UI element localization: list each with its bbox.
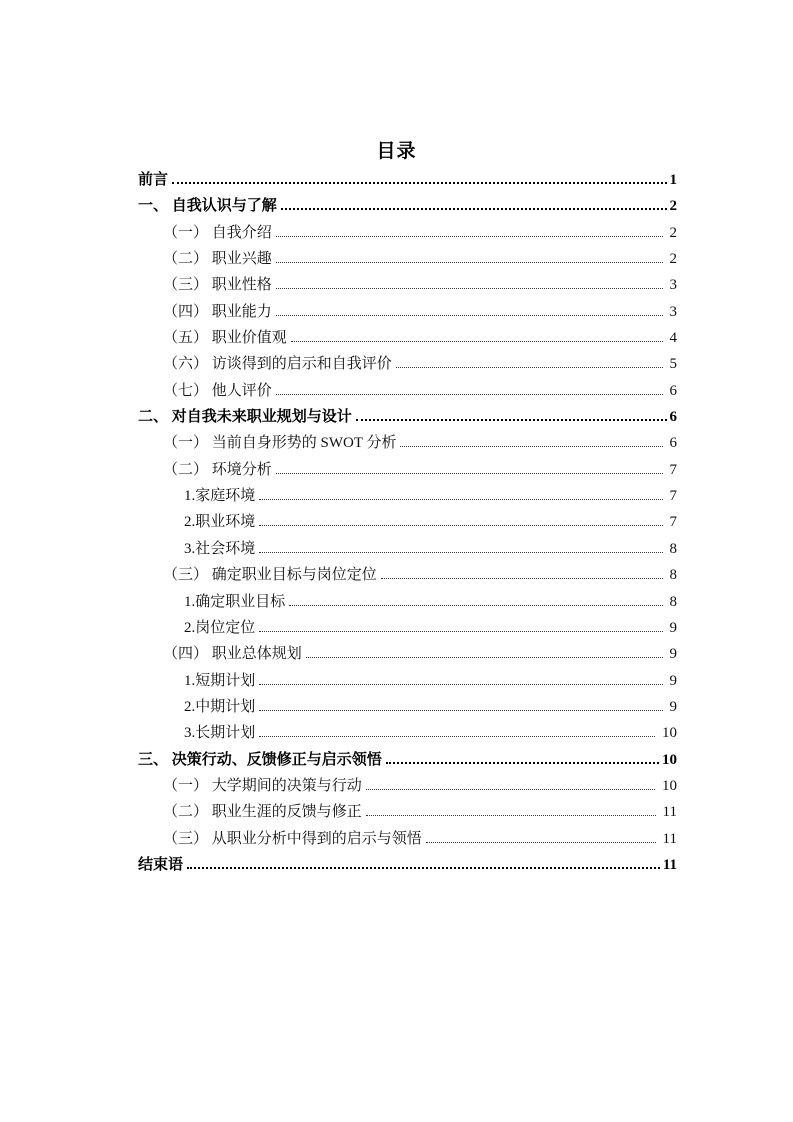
toc-entry[interactable]: [138, 351, 677, 377]
toc-entry-label: （五） 职业价值观: [163, 330, 287, 347]
toc-entry-page-number: 10: [662, 725, 677, 742]
toc-entry-page-number: 4: [669, 330, 677, 347]
toc-entry[interactable]: [138, 852, 677, 878]
toc-entry-label: 3.长期计划: [184, 725, 256, 742]
toc-entry[interactable]: [138, 299, 677, 325]
toc-dot-leader: [306, 657, 663, 658]
toc-entry[interactable]: [138, 747, 677, 773]
toc-dot-leader: [276, 262, 663, 263]
toc-entry-label: （三） 确定职业目标与岗位定位: [163, 567, 377, 584]
toc-entry-page-number: 7: [669, 488, 677, 505]
toc-entry[interactable]: [138, 668, 677, 694]
toc-entry[interactable]: [138, 193, 677, 219]
toc-entry-label: 1.确定职业目标: [184, 593, 286, 610]
toc-entry-page-number: 7: [669, 514, 677, 531]
toc-dot-leader: [276, 288, 663, 289]
toc-dot-leader: [381, 578, 663, 579]
toc-entry-label: 1.短期计划: [184, 672, 256, 689]
toc-dot-leader: [259, 499, 662, 500]
toc-entry[interactable]: [138, 799, 677, 825]
toc-entry-label: 三、 决策行动、反馈修正与启示领悟: [138, 751, 382, 768]
toc-entry-page-number: 6: [669, 435, 677, 452]
toc-entry-label: 前言: [138, 172, 169, 188]
toc-entry-label: （三） 职业性格: [163, 277, 272, 294]
toc-dot-leader: [289, 605, 662, 606]
toc-entry[interactable]: [138, 509, 677, 535]
toc-dot-leader: [276, 236, 663, 237]
toc-entry-page-number: 8: [669, 593, 677, 610]
toc-entry[interactable]: [138, 325, 677, 351]
toc-entry-page-number: 11: [662, 856, 677, 873]
toc-entry-page-number: 6: [669, 382, 677, 399]
toc-entry-label: （二） 职业生涯的反馈与修正: [163, 804, 362, 821]
toc-entry-page-number: 1: [669, 172, 677, 188]
toc-entry-label: （四） 职业能力: [163, 303, 272, 320]
toc-dot-leader: [356, 419, 667, 421]
toc-dot-leader: [172, 182, 666, 184]
toc-entry-page-number: 8: [669, 567, 677, 584]
toc-dot-leader: [276, 394, 663, 395]
toc-dot-leader: [291, 341, 663, 342]
toc-list: [138, 167, 677, 878]
toc-entry-label: （二） 职业兴趣: [163, 251, 272, 268]
toc-entry-label: （六） 访谈得到的启示和自我评价: [163, 356, 392, 373]
toc-entry-page-number: 9: [669, 646, 677, 663]
toc-entry-label: （七） 他人评价: [163, 382, 272, 399]
toc-entry[interactable]: [138, 246, 677, 272]
toc-dot-leader: [426, 842, 656, 843]
toc-entry[interactable]: [138, 430, 677, 456]
toc-entry-page-number: 10: [662, 751, 677, 768]
toc-entry-label: （一） 自我介绍: [163, 224, 272, 241]
toc-entry[interactable]: [138, 562, 677, 588]
toc-dot-leader: [259, 552, 662, 553]
toc-entry-label: 结束语: [138, 856, 184, 873]
toc-dot-leader: [400, 446, 662, 447]
toc-entry-page-number: 10: [662, 777, 677, 794]
toc-entry[interactable]: [138, 589, 677, 615]
toc-entry-page-number: 9: [669, 619, 677, 636]
toc-entry-label: 2.中期计划: [184, 698, 256, 715]
toc-dot-leader: [276, 473, 663, 474]
toc-entry-page-number: 7: [669, 461, 677, 478]
toc-dot-leader: [276, 315, 663, 316]
toc-dot-leader: [259, 710, 662, 711]
toc-dot-leader: [386, 762, 659, 764]
toc-entry-label: （二） 环境分析: [163, 461, 272, 478]
toc-entry-page-number: 11: [662, 804, 677, 821]
toc-entry-label: （一） 当前自身形势的 SWOT 分析: [163, 435, 397, 452]
toc-entry-page-number: 2: [669, 224, 677, 241]
toc-dot-leader: [259, 525, 662, 526]
toc-entry-page-number: 3: [669, 277, 677, 294]
toc-entry[interactable]: [138, 641, 677, 667]
toc-entry-label: （三） 从职业分析中得到的启示与领悟: [163, 830, 422, 847]
toc-dot-leader: [366, 789, 655, 790]
toc-entry[interactable]: [138, 536, 677, 562]
toc-entry-label: 1.家庭环境: [184, 488, 256, 505]
toc-entry-label: （一） 大学期间的决策与行动: [163, 777, 362, 794]
toc-entry-page-number: 2: [669, 251, 677, 268]
toc-title: 目录: [376, 141, 417, 162]
toc-entry[interactable]: [138, 483, 677, 509]
toc-dot-leader: [187, 867, 660, 869]
toc-dot-leader: [259, 631, 662, 632]
toc-entry[interactable]: [138, 773, 677, 799]
toc-entry[interactable]: [138, 615, 677, 641]
toc-entry-page-number: 6: [669, 409, 677, 426]
toc-entry[interactable]: [138, 826, 677, 852]
toc-entry-page-number: 2: [669, 198, 677, 215]
toc-entry[interactable]: [138, 720, 677, 746]
toc-entry-page-number: 11: [662, 830, 677, 847]
toc-entry-label: 3.社会环境: [184, 540, 256, 557]
toc-dot-leader: [281, 208, 667, 210]
toc-entry-page-number: 5: [669, 356, 677, 373]
toc-entry[interactable]: [138, 404, 677, 430]
toc-entry[interactable]: [138, 167, 677, 193]
toc-entry[interactable]: [138, 272, 677, 298]
toc-dot-leader: [396, 367, 663, 368]
toc-entry[interactable]: [138, 694, 677, 720]
toc-entry-label: （四） 职业总体规划: [163, 646, 302, 663]
toc-entry-label: 一、 自我认识与了解: [138, 198, 277, 215]
toc-entry-page-number: 9: [669, 672, 677, 689]
toc-entry[interactable]: [138, 220, 677, 246]
toc-entry-label: 2.职业环境: [184, 514, 256, 531]
toc-dot-leader: [259, 684, 662, 685]
toc-entry-page-number: 3: [669, 303, 677, 320]
toc-dot-leader: [259, 736, 655, 737]
toc-entry[interactable]: [138, 378, 677, 404]
toc-entry-page-number: 9: [669, 698, 677, 715]
toc-entry[interactable]: [138, 457, 677, 483]
toc-entry-page-number: 8: [669, 540, 677, 557]
toc-dot-leader: [366, 815, 656, 816]
toc-entry-label: 2.岗位定位: [184, 619, 256, 636]
toc-entry-label: 二、 对自我未来职业规划与设计: [138, 409, 352, 426]
